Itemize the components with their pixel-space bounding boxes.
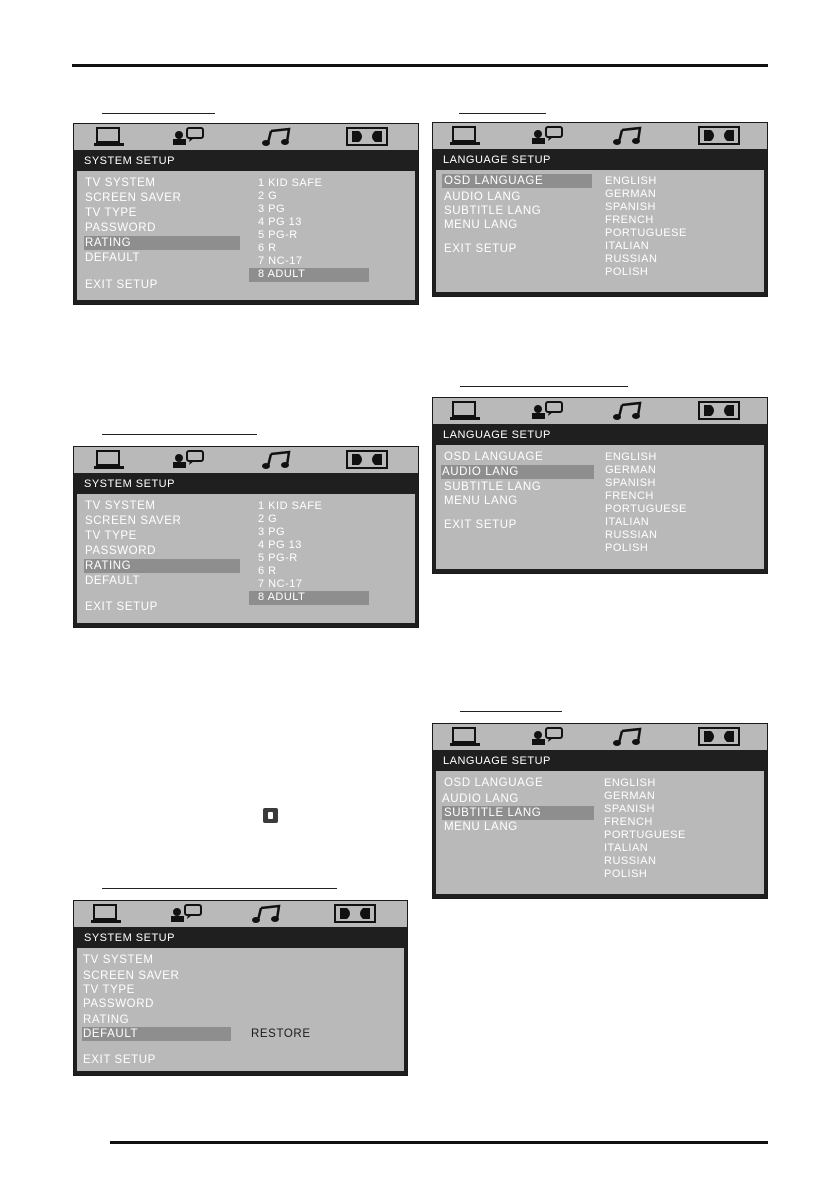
language-option[interactable]: ENGLISH <box>605 451 657 463</box>
menu-item-subtitle-lang[interactable]: SUBTITLE LANG <box>444 481 542 493</box>
menu-item-rating[interactable]: RATING <box>85 237 132 249</box>
rating-option[interactable]: 1 KID SAFE <box>258 500 323 512</box>
language-option[interactable]: POLISH <box>605 542 649 554</box>
language-option[interactable]: RUSSIAN <box>604 855 657 867</box>
menu-body <box>436 170 764 292</box>
person-speech-icon[interactable] <box>531 126 565 146</box>
section-underline <box>459 113 546 114</box>
rating-option[interactable]: 8 ADULT <box>258 268 306 280</box>
menu-item-osd-language[interactable]: OSD LANGUAGE <box>444 175 544 187</box>
menu-item-subtitle-lang[interactable]: SUBTITLE LANG <box>444 807 542 819</box>
language-option[interactable]: GERMAN <box>604 790 656 802</box>
section-underline <box>102 888 337 889</box>
menu-item-screen-saver[interactable]: SCREEN SAVER <box>85 192 182 204</box>
menu-item-rating[interactable]: RATING <box>85 560 132 572</box>
menu-item-audio-lang[interactable]: AUDIO LANG <box>442 793 519 805</box>
menu-item-subtitle-lang[interactable]: SUBTITLE LANG <box>444 205 542 217</box>
section-underline <box>102 434 257 435</box>
language-setup-subtitle-panel <box>432 723 768 899</box>
menu-title: LANGUAGE SETUP <box>433 425 767 445</box>
menu-item-tv-system[interactable]: TV SYSTEM <box>85 177 156 189</box>
menu-item-tv-type[interactable]: TV TYPE <box>85 530 137 542</box>
dolby-icon[interactable] <box>698 401 740 421</box>
section-underline <box>460 711 562 712</box>
icon-bar <box>433 724 767 750</box>
rating-option[interactable]: 4 PG 13 <box>258 539 302 551</box>
music-note-icon[interactable] <box>613 126 643 146</box>
menu-title: LANGUAGE SETUP <box>433 150 767 170</box>
menu-item-tv-type[interactable]: TV TYPE <box>83 984 135 996</box>
restore-option[interactable]: RESTORE <box>251 1028 311 1040</box>
music-note-icon[interactable] <box>262 450 292 470</box>
icon-bar <box>74 901 407 927</box>
language-option[interactable]: POLISH <box>604 868 648 880</box>
language-option[interactable]: POLISH <box>605 266 649 278</box>
language-option[interactable]: GERMAN <box>605 464 657 476</box>
menu-body <box>77 171 415 300</box>
icon-bar <box>433 398 767 424</box>
rating-option[interactable]: 2 G <box>258 190 278 202</box>
music-note-icon[interactable] <box>613 727 643 747</box>
person-speech-icon[interactable] <box>172 450 206 470</box>
monitor-icon[interactable] <box>91 904 123 924</box>
person-speech-icon[interactable] <box>170 904 204 924</box>
rating-option[interactable]: 4 PG 13 <box>258 216 302 228</box>
dolby-icon[interactable] <box>334 904 376 924</box>
language-option[interactable]: GERMAN <box>605 188 657 200</box>
rating-option[interactable]: 7 NC-17 <box>258 255 303 267</box>
menu-item-screen-saver[interactable]: SCREEN SAVER <box>85 515 182 527</box>
language-option[interactable]: ITALIAN <box>604 842 649 854</box>
menu-item-tv-type[interactable]: TV TYPE <box>85 207 137 219</box>
menu-body <box>436 771 764 894</box>
person-speech-icon[interactable] <box>172 127 206 147</box>
menu-item-tv-system[interactable]: TV SYSTEM <box>85 500 156 512</box>
menu-item-exit-setup[interactable]: EXIT SETUP <box>85 279 158 291</box>
language-option[interactable]: SPANISH <box>604 803 655 815</box>
menu-item-default[interactable]: DEFAULT <box>85 252 141 264</box>
rating-option[interactable]: 6 R <box>258 565 277 577</box>
language-setup-osd-panel <box>432 122 768 297</box>
language-option[interactable]: ITALIAN <box>605 516 650 528</box>
language-option[interactable]: SPANISH <box>605 477 656 489</box>
menu-body <box>77 948 404 1071</box>
monitor-icon[interactable] <box>94 450 126 470</box>
menu-item-tv-system[interactable]: TV SYSTEM <box>83 954 154 966</box>
section-underline <box>102 113 215 114</box>
menu-item-default[interactable]: DEFAULT <box>83 1028 139 1040</box>
rating-option[interactable]: 2 G <box>258 513 278 525</box>
system-setup-default-panel <box>73 900 408 1076</box>
language-setup-audio-panel <box>432 397 768 574</box>
monitor-icon[interactable] <box>450 727 482 747</box>
menu-item-rating[interactable]: RATING <box>83 1014 130 1026</box>
menu-item-screen-saver[interactable]: SCREEN SAVER <box>83 970 180 982</box>
rating-option[interactable]: 6 R <box>258 242 277 254</box>
bottom-rule <box>110 1141 768 1144</box>
dolby-icon[interactable] <box>346 450 388 470</box>
rating-option[interactable]: 3 PG <box>258 203 286 215</box>
dolby-icon[interactable] <box>698 727 740 747</box>
monitor-icon[interactable] <box>450 401 482 421</box>
menu-item-osd-language[interactable]: OSD LANGUAGE <box>444 451 544 463</box>
monitor-icon[interactable] <box>94 127 126 147</box>
language-option[interactable]: PORTUGUESE <box>605 227 687 239</box>
menu-item-password[interactable]: PASSWORD <box>85 545 157 557</box>
music-note-icon[interactable] <box>262 127 292 147</box>
rating-option[interactable]: 5 PG-R <box>258 229 298 241</box>
menu-item-osd-language[interactable]: OSD LANGUAGE <box>444 777 544 789</box>
person-speech-icon[interactable] <box>531 727 565 747</box>
system-setup-rating-panel-2 <box>73 446 419 628</box>
menu-item-menu-lang[interactable]: MENU LANG <box>444 219 518 231</box>
dolby-icon[interactable] <box>698 126 740 146</box>
music-note-icon[interactable] <box>613 401 643 421</box>
menu-item-menu-lang[interactable]: MENU LANG <box>444 821 518 833</box>
menu-item-default[interactable]: DEFAULT <box>85 575 141 587</box>
language-option[interactable]: RUSSIAN <box>605 529 658 541</box>
dolby-icon[interactable] <box>346 127 388 147</box>
monitor-icon[interactable] <box>450 126 482 146</box>
language-option[interactable]: ENGLISH <box>604 777 656 789</box>
rating-option[interactable]: 3 PG <box>258 526 286 538</box>
language-option[interactable]: ENGLISH <box>605 175 657 187</box>
language-option[interactable]: SPANISH <box>605 201 656 213</box>
menu-item-exit-setup[interactable]: EXIT SETUP <box>444 243 517 255</box>
language-option[interactable]: PORTUGUESE <box>605 503 687 515</box>
menu-item-password[interactable]: PASSWORD <box>85 222 157 234</box>
menu-title: SYSTEM SETUP <box>74 151 418 171</box>
top-rule <box>72 64 768 67</box>
system-setup-rating-panel <box>73 123 419 305</box>
language-option[interactable]: ITALIAN <box>605 240 650 252</box>
menu-title: LANGUAGE SETUP <box>433 751 767 771</box>
rating-option[interactable]: 1 KID SAFE <box>258 177 323 189</box>
music-note-icon[interactable] <box>252 904 282 924</box>
language-option[interactable]: RUSSIAN <box>605 253 658 265</box>
menu-item-exit-setup[interactable]: EXIT SETUP <box>83 1054 156 1066</box>
menu-item-exit-setup[interactable]: EXIT SETUP <box>444 519 517 531</box>
menu-body <box>436 445 764 569</box>
menu-item-password[interactable]: PASSWORD <box>83 998 155 1010</box>
menu-item-menu-lang[interactable]: MENU LANG <box>444 495 518 507</box>
language-option[interactable]: PORTUGUESE <box>604 829 686 841</box>
section-underline <box>460 386 628 387</box>
menu-item-exit-setup[interactable]: EXIT SETUP <box>85 601 158 613</box>
lock-icon <box>263 808 278 823</box>
language-option[interactable]: FRENCH <box>605 490 654 502</box>
menu-title: SYSTEM SETUP <box>74 928 407 948</box>
menu-item-audio-lang[interactable]: AUDIO LANG <box>442 466 519 478</box>
menu-item-audio-lang[interactable]: AUDIO LANG <box>444 191 521 203</box>
person-speech-icon[interactable] <box>531 401 565 421</box>
icon-bar <box>433 123 767 149</box>
rating-option[interactable]: 7 NC-17 <box>258 578 303 590</box>
language-option[interactable]: FRENCH <box>605 214 654 226</box>
icon-bar <box>74 124 418 150</box>
language-option[interactable]: FRENCH <box>604 816 653 828</box>
menu-title: SYSTEM SETUP <box>74 474 418 494</box>
icon-bar <box>74 447 418 473</box>
menu-body <box>77 494 415 623</box>
rating-option[interactable]: 5 PG-R <box>258 552 298 564</box>
rating-option[interactable]: 8 ADULT <box>258 591 306 603</box>
